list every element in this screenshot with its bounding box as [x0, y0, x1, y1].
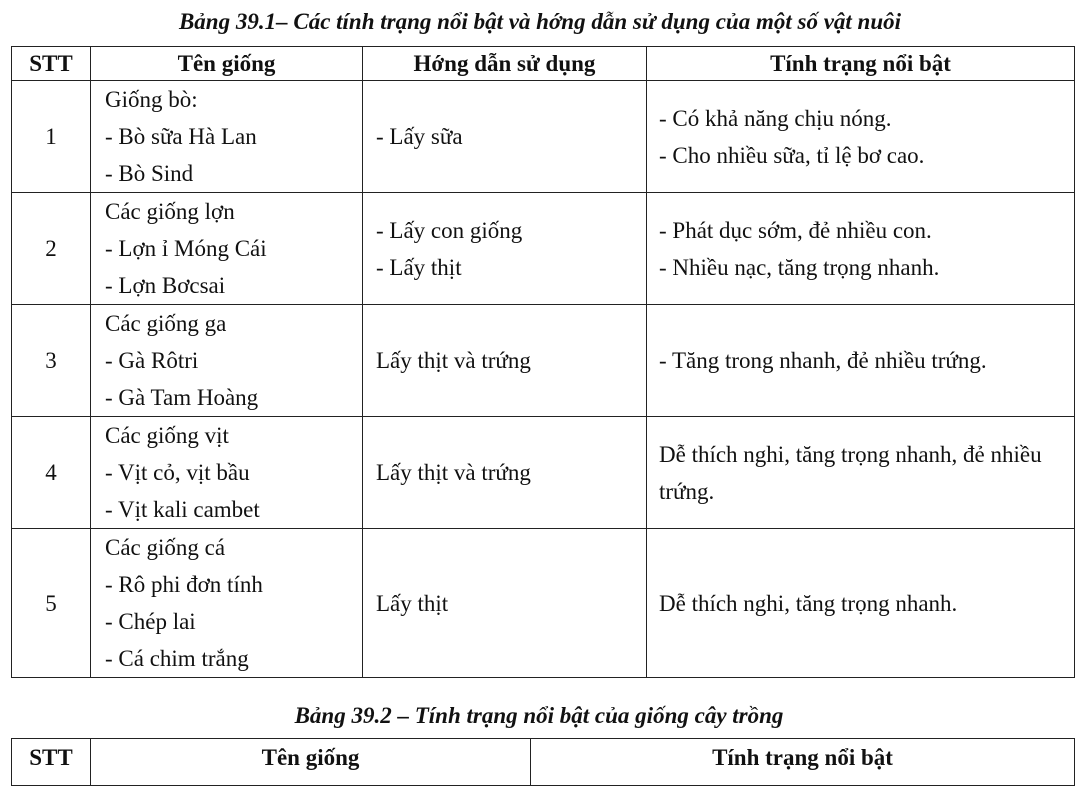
trait-line: - Cho nhiều sữa, tỉ lệ bơ cao.	[659, 142, 925, 168]
cell-traits	[647, 193, 1075, 305]
table-2-caption: Bảng 39.2 – Tính trạng nổi bật của giống cây trồng	[294, 703, 784, 728]
trait-line: Dễ thích nghi, tăng trọng nhanh, đẻ nhiều trứng.	[659, 441, 1042, 504]
breed-line: - Chép lai	[105, 609, 196, 634]
cell-usage	[363, 529, 647, 678]
cell-stt	[12, 81, 91, 193]
breed-line: Các giống vịt	[105, 423, 229, 448]
trait-line: - Phát dục sớm, đẻ nhiều con.	[659, 217, 932, 243]
table-header-row	[12, 47, 1075, 81]
breed-line: - Vịt kali cambet	[105, 497, 260, 522]
header-breed-name: Tên giống	[91, 47, 363, 81]
breed-line: - Bò Sind	[105, 161, 194, 186]
stt-number: 1	[45, 124, 57, 149]
breed-line: Các giống ga	[105, 311, 227, 336]
cell-traits	[647, 417, 1075, 529]
header-stt: STT	[12, 47, 91, 81]
table-row	[12, 305, 1075, 417]
table-header-row	[12, 739, 1075, 786]
usage-line: Lấy thịt	[376, 590, 449, 616]
crop-traits-table	[11, 738, 1075, 786]
usage-line: Lấy thịt và trứng	[376, 460, 531, 485]
table-row	[12, 193, 1075, 305]
breed-line: - Vịt cỏ, vịt bầu	[105, 460, 250, 485]
trait-line: Dễ thích nghi, tăng trọng nhanh.	[659, 590, 958, 616]
table-1-caption: Bảng 39.1– Các tính trạng nổi bật và hớng dẫn sử dụng của một số vật nuôi	[178, 9, 902, 34]
table-row	[12, 417, 1075, 529]
stt-number: 4	[45, 460, 57, 485]
breed-line: Các giống cá	[105, 535, 226, 560]
cell-stt	[12, 417, 91, 529]
stt-number: 2	[45, 236, 57, 261]
header-usage: Hớng dẫn sử dụng	[363, 47, 647, 81]
usage-line: - Lấy con giống	[376, 217, 523, 243]
breed-line: - Rô phi đơn tính	[105, 572, 263, 597]
breed-line: Giống bò:	[105, 87, 198, 112]
header-breed-name: Tên giống	[91, 739, 531, 786]
cell-breed-name	[91, 305, 363, 417]
usage-line: - Lấy thịt	[376, 254, 462, 280]
table-row	[12, 529, 1075, 678]
trait-line: - Tăng trong nhanh, đẻ nhiều trứng.	[659, 348, 987, 373]
cell-usage	[363, 305, 647, 417]
cell-stt	[12, 529, 91, 678]
cell-traits	[647, 305, 1075, 417]
cell-usage	[363, 193, 647, 305]
header-stt: STT	[12, 739, 91, 786]
breed-line: - Cá chim trắng	[105, 646, 249, 671]
cell-breed-name	[91, 417, 363, 529]
cell-stt	[12, 305, 91, 417]
livestock-traits-table	[11, 46, 1075, 678]
cell-usage	[363, 81, 647, 193]
cell-breed-name	[91, 529, 363, 678]
table-row	[12, 81, 1075, 193]
breed-line: - Gà Rôtri	[105, 348, 199, 373]
cell-stt	[12, 193, 91, 305]
trait-line: - Nhiều nạc, tăng trọng nhanh.	[659, 254, 940, 280]
breed-line: - Bò sữa Hà Lan	[105, 124, 257, 149]
cell-traits	[647, 81, 1075, 193]
breed-line: Các giống lợn	[105, 199, 235, 224]
cell-traits	[647, 529, 1075, 678]
usage-line: - Lấy sữa	[376, 124, 463, 149]
cell-breed-name	[91, 193, 363, 305]
header-traits: Tính trạng nổi bật	[647, 47, 1075, 81]
stt-number: 3	[45, 348, 57, 373]
breed-line: - Gà Tam Hoàng	[105, 385, 259, 410]
cell-usage	[363, 417, 647, 529]
usage-line: Lấy thịt và trứng	[376, 348, 531, 373]
stt-number: 5	[45, 590, 57, 616]
breed-line: - Lợn Bơcsai	[105, 273, 226, 298]
trait-line: - Có khả năng chịu nóng.	[659, 105, 892, 131]
header-traits: Tính trạng nổi bật	[531, 739, 1075, 786]
cell-breed-name	[91, 81, 363, 193]
breed-line: - Lợn ỉ Móng Cái	[105, 236, 267, 261]
